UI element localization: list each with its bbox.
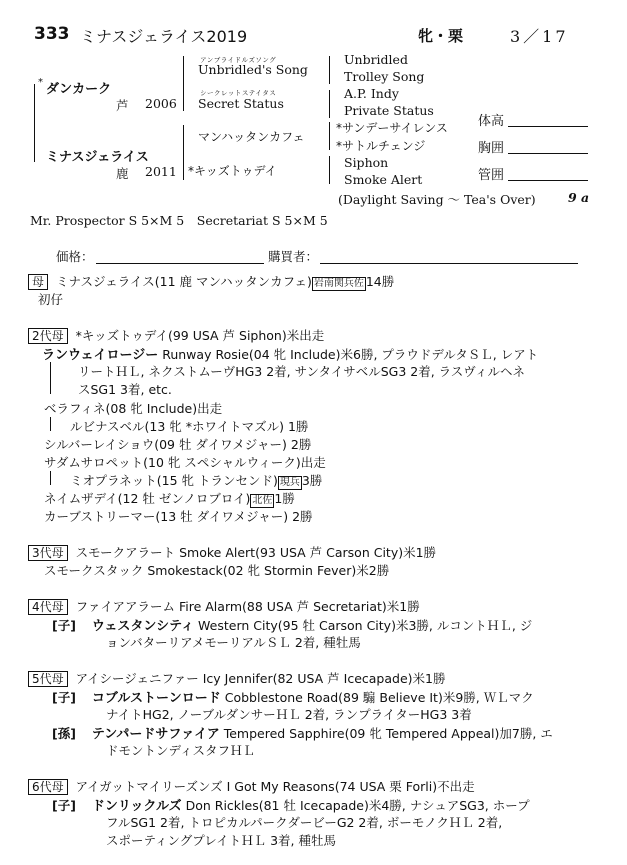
gen3-dam: スモークアラート Smoke Alert(93 USA 芦 Carson City)米1勝 bbox=[75, 545, 437, 560]
gen2-dam: *キッズトゥデイ(99 USA 芦 Siphon)米出走 bbox=[75, 328, 325, 343]
gen2-tree-1 bbox=[50, 417, 51, 431]
dam-dam: *キッズトゥデイ bbox=[188, 164, 277, 178]
dam-wins: 14勝 bbox=[365, 274, 395, 289]
cobblestone-road-desc-1: Cobblestone Road(89 騸 Believe It)米9勝, ＷＬマク bbox=[224, 690, 534, 705]
lot-number: 333 bbox=[34, 24, 70, 44]
tempered-sapphire-desc-1: Tempered Sapphire(09 牝 Tempered Appeal)加7勝, エ bbox=[223, 726, 553, 741]
don-rickles-jp: ドンリックルズ bbox=[91, 799, 182, 814]
runway-rosie-desc-1: Runway Rosie(04 牝 Include)米6勝, プラウドデルタＳＬ, レアト bbox=[162, 347, 539, 362]
gen5-tag: 5代母 bbox=[28, 671, 68, 687]
gen2-row-2: ルビナスベル(13 牝 *ホワイトマズル) 1勝 bbox=[70, 419, 309, 434]
ggp-2: Trolley Song bbox=[344, 69, 425, 84]
sire-dam-reading: シークレットステイタス bbox=[200, 89, 277, 97]
sire-year: 2006 bbox=[145, 96, 177, 111]
tempered-sapphire-desc-2: ドモントンディスタフＨＬ bbox=[106, 743, 256, 758]
gen5-child-tag: [子] bbox=[52, 690, 76, 705]
gen2-h1-tree bbox=[50, 362, 51, 394]
import-mark: * bbox=[38, 77, 43, 88]
runway-rosie-desc-3: スSG1 3着, etc. bbox=[78, 382, 172, 397]
dam-tag: 母 bbox=[28, 274, 48, 290]
ggp-bracket-1 bbox=[329, 56, 330, 84]
gen5-header bbox=[28, 669, 445, 687]
dam-first-foal: 初仔 bbox=[38, 292, 64, 307]
height-label: 体高 bbox=[478, 114, 505, 129]
gen4-dam: ファイアアラーム Fire Alarm(88 USA 芦 Secretariat)米1勝 bbox=[75, 599, 420, 614]
dam-bracket bbox=[183, 125, 184, 180]
ggp-1: Unbridled bbox=[344, 52, 408, 67]
gen2-row-5-courses: 現兵 bbox=[279, 477, 300, 488]
western-city-desc-2: ョンバターリアメモーリアルＳＬ 2着, 種牡馬 bbox=[106, 635, 361, 650]
cannon-field[interactable] bbox=[508, 180, 588, 181]
price-label: 価格： bbox=[56, 249, 94, 264]
gen6-header bbox=[28, 777, 475, 795]
gen6-child bbox=[52, 795, 530, 814]
inbreeding: Mr. Prospector S 5×M 5 Secretariat S 5×M 5 bbox=[30, 213, 328, 228]
sire-bracket bbox=[183, 56, 184, 111]
gen2-row-7: カーブストリーマー(13 牡 ダイワメジャー) 2勝 bbox=[44, 509, 313, 524]
gen2-row-3: シルバーレイショウ(09 牡 ダイワメジャー) 2勝 bbox=[44, 437, 312, 452]
gen5-dam: アイシージェニファー Icy Jennifer(82 USA 芦 Icecapade)米1勝 bbox=[75, 671, 446, 686]
girth-field[interactable] bbox=[508, 153, 588, 154]
don-rickles-desc-1: Don Rickles(81 牡 Icecapade)米4勝, ナシュアSG3, ホープ bbox=[185, 798, 530, 813]
dam-ggp-1: *サンデーサイレンス bbox=[336, 121, 448, 135]
height-field[interactable] bbox=[508, 126, 588, 127]
western-city-jp: ウェスタンシティ bbox=[91, 619, 195, 634]
sire-sire-reading: アンブライドルズソング bbox=[200, 56, 277, 64]
runway-rosie-jp: ランウェイロージー bbox=[42, 348, 159, 363]
gen4-child bbox=[52, 615, 532, 634]
don-rickles-desc-3: スポーティングプレイトＨＬ 3着, 種牡馬 bbox=[106, 833, 336, 848]
gen2-row-6: ネイムザデイ(12 牡 ゼンノロブロイ) 北佐 1勝 bbox=[44, 491, 295, 506]
sire-sire: Unbridled's Song bbox=[198, 62, 308, 77]
buyer-field[interactable] bbox=[320, 263, 578, 264]
gen5-child bbox=[52, 687, 534, 706]
gen4-child-tag: [子] bbox=[52, 618, 76, 633]
gen5-grandchild-tag: [孫] bbox=[52, 726, 76, 741]
gen2-header bbox=[28, 326, 324, 344]
sire-color: 芦 bbox=[116, 98, 129, 113]
gen2-tree-2 bbox=[50, 471, 51, 485]
don-rickles-desc-2: フルSG1 2着, トロピカルパークダービーG2 2着, ボーモノクＨＬ 2着, bbox=[106, 815, 503, 830]
gen6-tag: 6代母 bbox=[28, 779, 68, 795]
gen3-line2: スモークスタック Smokestack(02 牝 Stormin Fever)米2勝 bbox=[44, 563, 390, 578]
catalog-page: 3／17 bbox=[510, 27, 569, 46]
gen6-dam: アイガットマイリーズンズ I Got My Reasons(74 USA 栗 Forli)不出走 bbox=[75, 779, 475, 794]
dam-ggp-2: *サトルチェンジ bbox=[336, 139, 426, 153]
family-number: 9 a bbox=[568, 190, 590, 205]
ggp-bracket-2 bbox=[329, 90, 330, 118]
gen2-row-6-courses: 北佐 bbox=[252, 495, 273, 506]
sex-color: 牝・栗 bbox=[418, 27, 464, 45]
dam-sire: マンハッタンカフェ bbox=[198, 130, 305, 144]
dam-section bbox=[28, 272, 394, 291]
dam-color: 鹿 bbox=[116, 166, 129, 181]
gen6-child-tag: [子] bbox=[52, 798, 76, 813]
family-note: (Daylight Saving ～ Tea's Over) bbox=[338, 192, 536, 207]
gen2-row-5: ミオプラネット(15 牝 トランセンド) 現兵 3勝 bbox=[70, 473, 323, 488]
cobblestone-road-desc-2: ナイトHG2, ノーブルダンサーＨＬ 2着, ランプライターHG3 3着 bbox=[106, 707, 472, 722]
cobblestone-road-jp: コブルストーンロード bbox=[91, 691, 221, 706]
dam-line: ミナスジェライス(11 鹿 マンハッタンカフェ) bbox=[56, 274, 312, 289]
dam-courses: 岩南関兵佐 bbox=[313, 278, 364, 289]
gen5-grandchild bbox=[52, 723, 553, 742]
cannon-label: 管囲 bbox=[478, 168, 505, 183]
buyer-label: 購買者： bbox=[268, 249, 319, 264]
price-field[interactable] bbox=[96, 263, 264, 264]
gen2-row-1: ベラフィネ(08 牝 Include)出走 bbox=[44, 401, 223, 416]
ggp-3: A.P. Indy bbox=[344, 86, 399, 101]
gen3-header bbox=[28, 543, 436, 561]
western-city-desc-1: Western City(95 牡 Carson City)米3勝, ルコントＨＬ, ジ bbox=[198, 618, 533, 633]
dam-ggp-4: Smoke Alert bbox=[344, 172, 423, 187]
dam-ggp-bracket-2 bbox=[329, 156, 330, 184]
sire-name: ダンカーク bbox=[46, 82, 112, 97]
sire-dam: Secret Status bbox=[198, 96, 284, 111]
horse-title: ミナスジェライス2019 bbox=[80, 27, 248, 46]
dam-ggp-3: Siphon bbox=[344, 155, 389, 170]
gen3-tag: 3代母 bbox=[28, 545, 68, 561]
dam-year: 2011 bbox=[145, 164, 177, 179]
pedigree-bracket bbox=[34, 84, 35, 162]
dam-ggp-bracket-1 bbox=[329, 122, 330, 150]
dam-name: ミナスジェライス bbox=[46, 150, 149, 165]
gen2-row-4: サダムサロペット(10 牝 スペシャルウィーク)出走 bbox=[44, 455, 326, 470]
gen4-header bbox=[28, 597, 420, 615]
tempered-sapphire-jp: テンパードサファイア bbox=[91, 727, 220, 742]
girth-label: 胸囲 bbox=[478, 141, 505, 156]
gen2-tag: 2代母 bbox=[28, 328, 68, 344]
ggp-4: Private Status bbox=[344, 103, 434, 118]
gen2-h1-line1 bbox=[42, 344, 538, 363]
runway-rosie-desc-2: リートＨＬ, ネクストムーヴHG3 2着, サンタイサベルSG3 2着, ラスヴィルヘネ bbox=[78, 364, 526, 379]
gen4-tag: 4代母 bbox=[28, 599, 68, 615]
